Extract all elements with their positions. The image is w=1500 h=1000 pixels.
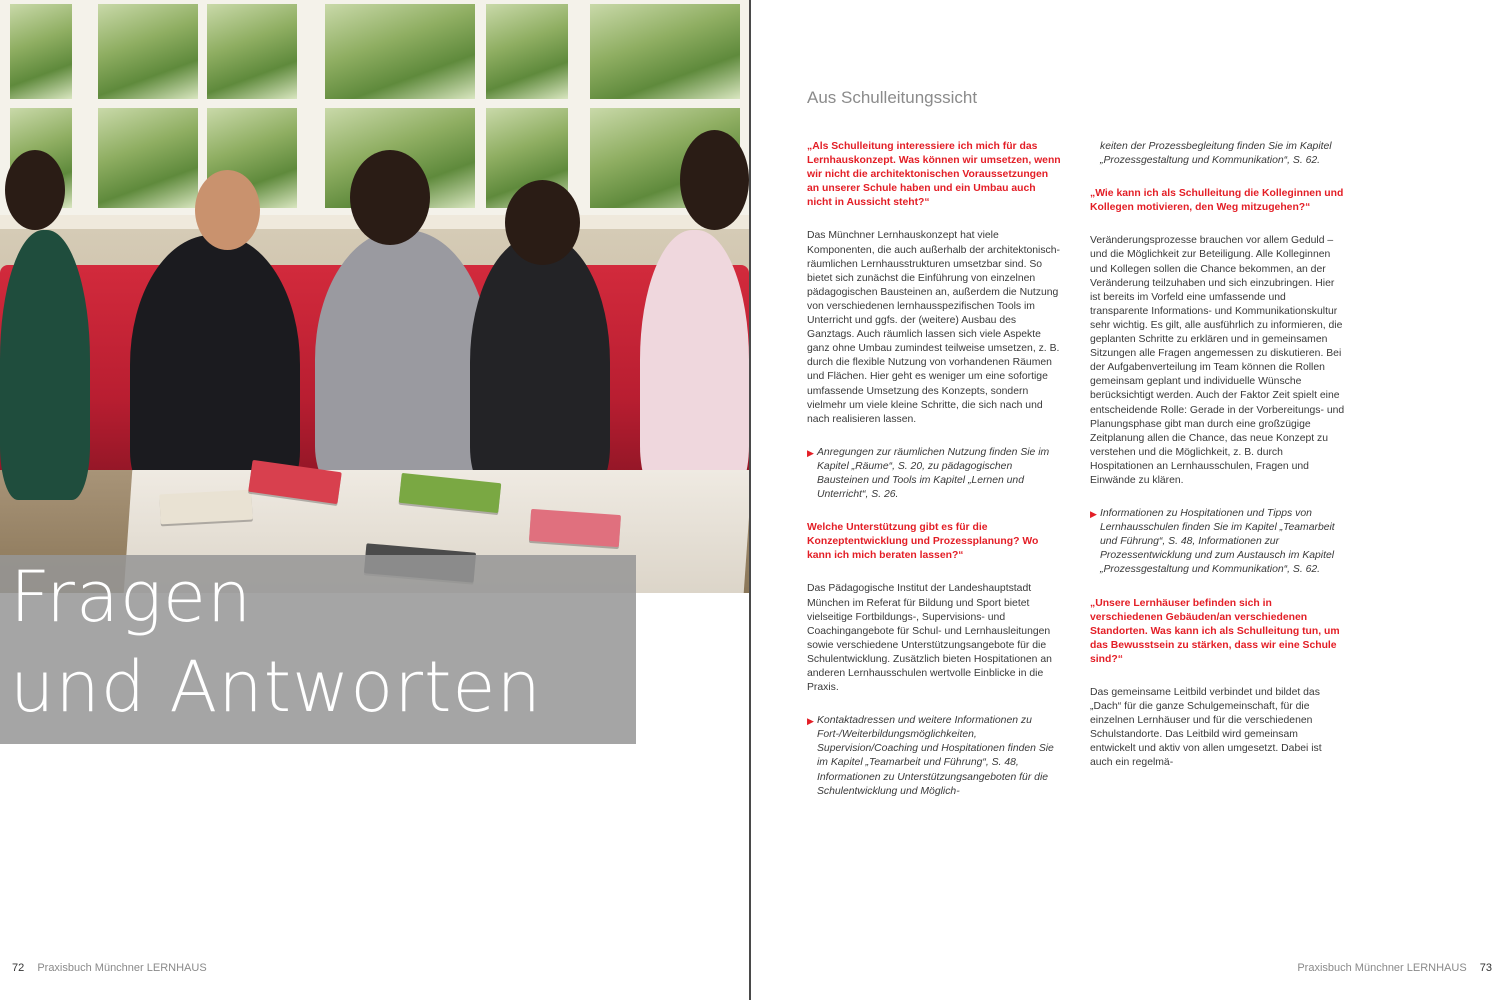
reference-1 [807,446,1062,502]
page-number-right: 73 [1479,962,1492,974]
section-title: Aus Schulleitungssicht [807,88,978,107]
left-page [0,0,749,1000]
text-column-2 [1090,140,1345,790]
question-4: „Unsere Lernhäuser befinden sich in verschiedenen Gebäuden/an verschiedenen Standorten. Was kann ich als Schulleitung tun, um das Bewusstsein zu stärken, dass wir eine Schule sind?“ [1090,597,1340,665]
footer-book-title-right: Praxisbuch Münchner LERNHAUS [1297,962,1467,974]
reference-2 [807,714,1062,799]
right-page [751,0,1500,1000]
page-title-line-2: und Antworten [10,646,542,728]
reference-3 [1090,507,1345,577]
question-3: „Wie kann ich als Schulleitung die Kolleginnen und Kollegen motivieren, den Weg mitzugehen?“ [1090,188,1344,214]
reference-3-text: Informationen zu Hospitationen und Tipps von Lernhausschulen finden Sie im Kapitel „Teamarbeit und Führung“, S. 48, Informationen zur Prozessentwicklung und zum Austausch im Kapitel „Prozessgestaltung und Kommunikation“, S. 62. [1100,508,1335,576]
reference-1-text: Anregungen zur räumlichen Nutzung finden Sie im Kapitel „Räume“, S. 20, zu pädagogischen Bausteinen und Tools im Kapitel „Lernen und Unterricht“, S. 26. [817,446,1050,501]
reference-2-continued: keiten der Prozessbegleitung finden Sie im Kapitel „Prozessgestaltung und Kommunikation“, S. 62. [1100,141,1332,167]
answer-2: Das Pädagogische Institut der Landeshauptstadt München im Referat für Bildung und Sport bietet vielseitige Fortbildungs-, Supervisions- und Coachingangebote für Schul- und Lernhausleitungen sowie verschiedene Unterstützungsangebote für die Schulentwicklung. Zusätzlich bieten Hospitationen an anderen Lernhausschulen wertvolle Einblicke in die Praxis. [807,583,1052,694]
reference-2-text: Kontaktadressen und weitere Informationen zu Fort-/Weiterbildungsmöglichkeiten, Supervision/Coaching und Hospitationen finden Sie im Kapitel „Teamarbeit und Führung“, S. 48, Informationen zu Unterstützungsangeboten für die Schulentwicklung und Möglich- [817,715,1054,797]
footer-left [12,962,207,974]
question-2: Welche Unterstützung gibt es für die Konzeptentwicklung und Prozessplanung? Wo kann ich mich beraten lassen?“ [807,522,1039,562]
group-discussion-photo [0,0,749,593]
answer-3: Veränderungsprozesse brauchen vor allem Geduld – und die Möglichkeit zur Beteiligung. Alle Kolleginnen und Kollegen sollen die Chance bekommen, an der Veränderung teilzuhaben und sich einzubringen. Hier ist bereits im Vorfeld eine umfassende und transparente Informations- und Kommunikationskultur sehr wichtig. Es gilt, alle ausführlich zu informieren, die geplanten Schritte zu erklären und in gemeinsamen Sitzungen alle Fragen angemessen zu diskutieren. Bei der Aufgabenverteilung im Team können die Rollen gemeinsam geplant und individuelle Wünsche berücksichtigt werden. Auch der Faktor Zeit spielt eine entscheidende Rolle: Gerade in der Vorbereitungs- und Planungsphase gibt man durch eine großzügige Zeitplanung allen die Chance, das neue Konzept zu verstehen und die Möglichkeit, z. B. durch Hospitationen an Lernhausschulen, Fragen und Einwände zu klären. [1090,235,1345,486]
page-title-line-1: Fragen [10,556,253,638]
triangle-arrow-icon: ▶ [807,447,814,458]
page-number-left: 72 [12,962,25,974]
answer-1: Das Münchner Lernhauskonzept hat viele Komponenten, die auch außerhalb der architektonisch-räumlichen Lernhausstrukturen umsetzbar sind. So bietet sich zunächst die Einführung von einzelnen pädagogischen Bausteinen an, außerdem die Nutzung von verschiedenen lernhausspezifischen Tools im Unterricht und ggfs. der (weitere) Ausbau des Ganztags. Auch räumlich lassen sich viele Aspekte ganz ohne Umbau zumindest teilweise umsetzen, z. B. durch die flexible Nutzung von vorhandenen Räumen und Flächen. Hier geht es weniger um eine sofortige umfassende Umsetzung des Konzepts, sondern vielmehr um viele kleine Schritte, die sich nach und nach realisieren lassen. [807,230,1060,425]
footer-right [1297,962,1492,974]
answer-4: Das gemeinsame Leitbild verbindet und bildet das „Dach“ für die ganze Schulgemeinschaft, für die einzelnen Lernhäuser und für die verschiedenen Schulstandorte. Das Leitbild wird gemeinsam entwickelt und aktiv von allen umgesetzt. Dabei ist auch ein regelmä- [1090,687,1322,769]
question-1: „Als Schulleitung interessiere ich mich für das Lernhauskonzept. Was können wir umsetzen, wenn wir nicht die architektonischen Voraussetzungen an unserer Schule haben und ein Umbau auch nicht in Aussicht steht?“ [807,141,1061,209]
triangle-arrow-icon: ▶ [1090,509,1097,520]
footer-book-title-left: Praxisbuch Münchner LERNHAUS [37,962,207,974]
triangle-arrow-icon: ▶ [807,716,814,727]
text-column-1 [807,140,1062,818]
